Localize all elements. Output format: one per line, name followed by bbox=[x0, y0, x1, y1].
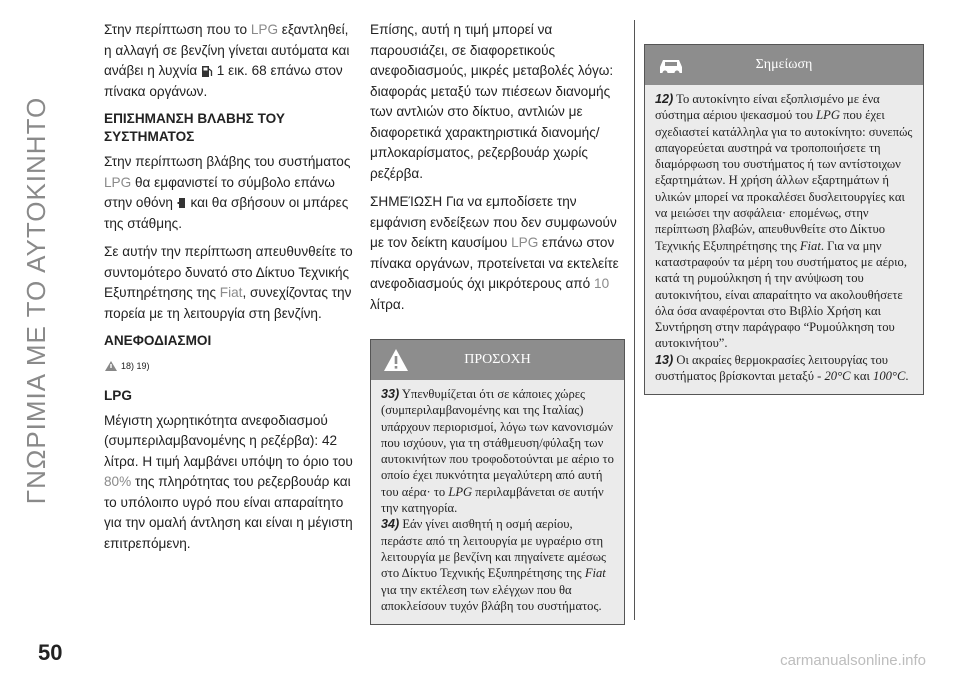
car-note-icon bbox=[657, 53, 685, 77]
heading-lpg: LPG bbox=[104, 387, 132, 403]
warning-33: 33) Υπενθυμίζεται ότι σε κάποιες χώρες (συμπεριλαμβανομένης και της Ιταλίας) υπάρχουν περιορισμοί, λόγω των κανονισμών που ισχύουν, για τη στάθμευση/φύλαξη των αυτοκινήτων που τροφοδοτούνται με αέριο το οποίο έχει πυκνότητα μεγαλύτερη από αυτή του αέρα· το LPG περιλαμβάνεται σε αυτήν την κατηγορία. bbox=[381, 387, 614, 516]
warning-hand-icon bbox=[104, 360, 118, 372]
warning-34: 34) Εάν γίνει αισθητή η οσμή αερίου, περάστε από τη λειτουργία με υγραέριο στη λειτουργία με βενζίνη και πηγαίνετε αμέσως στο Δίκτυο Τεχνικής Εξυπηρέτησης της Fiat για την εκτέλεση των ελέγχων που θα αποκλείσουν τυχόν βλάβη του συστήματος. bbox=[381, 517, 607, 613]
note-12: 12) Το αυτοκίνητο είναι εξοπλισμένο με ένα σύστημα αέριου ψεκασμού του LPG που έχει σχεδιαστεί κατάλληλα για το αυτοκίνητο: συνεπώς απαγορεύεται αυστηρά να τροποποιήσετε τη διαμόρφωση του συστήματος ή των αντίστοιχων εξαρτημάτων. Η χρήση άλλων εξαρτημάτων ή υλικών μπορεί να προκαλέσει δυσλειτουργίες και να μειώσει την ασφάλεια· επομένως, στην περίπτωση βλαβών, απευθυνθείτε στο Δίκτυο Τεχνικής Εξυπηρέτησης της Fiat. Για να μην καταστραφούν τα μέρη του συστήματος με αέριο, κατά τη ρυμούλκηση ή την ανύψωση του αυτοκινήτου, είναι απαραίτητο να ακολουθήσετε όλα όσα αναφέρονται στο Βιβλίο Χρήση και Συντήρηση στην παράγραφο “Ρυμούλκηση του αυτοκινήτου”. bbox=[655, 92, 913, 351]
warning-box bbox=[370, 339, 625, 625]
warning-box-body bbox=[371, 380, 624, 624]
side-section-title: ΓΝΩΡΙΜΙΑ ΜΕ ΤΟ ΑΥΤΟΚΙΝΗΤΟ bbox=[21, 96, 52, 504]
column-1 bbox=[104, 20, 354, 562]
column-divider bbox=[634, 20, 635, 620]
note-13: 13) Οι ακραίες θερμοκρασίες λειτουργίας του συστήματος βρίσκονται μεταξύ - 20°C και 100°C. bbox=[655, 352, 909, 384]
paragraph-system-fault: Στην περίπτωση βλάβης του συστήματος LPG θα εμφανιστεί το σύμβολο επάνω στην οθόνη και θα σβήσουν οι μπάρες της στάθμης. bbox=[104, 154, 351, 231]
footer-watermark: carmanualsonline.info bbox=[780, 652, 926, 669]
column-2 bbox=[370, 20, 625, 625]
paragraph-value-variation: Επίσης, αυτή η τιμή μπορεί να παρουσιάζει, σε διαφορετικούς ανεφοδιασμούς, μικρές μεταβολές λόγω: διαφοράς μεταξύ των πιέσεων διανομής των αντλιών στο δίκτυο, αντλιών με διαφορετικά χαρακτηριστικά διανομής/μπλοκαρίσματος, ρεζερβουάρ χωρίς ρεζέρβα. bbox=[370, 22, 614, 181]
warning-triangle-icon bbox=[383, 348, 409, 372]
fuel-pump-icon bbox=[201, 64, 213, 78]
paragraph-lpg-empty: Στην περίπτωση που το LPG εξαντληθεί, η αλλαγή σε βενζίνη γίνεται αυτόματα και ανάβει η λυχνία 1 εικ. 68 επάνω στον πίνακα οργάνων. bbox=[104, 22, 350, 99]
note-box bbox=[644, 44, 924, 395]
note-box-header: Σημείωση bbox=[645, 45, 923, 85]
page-number: 50 bbox=[38, 640, 63, 665]
refuelling-references: 18) 19) bbox=[104, 356, 354, 377]
paragraph-note-refuel: ΣΗΜΕΊΩΣΗ Για να εμποδίσετε την εμφάνιση ενδείξεων που δεν συμφωνούν με τον δείκτη καυσίμου LPG επάνω στον πίνακα οργάνων, προτείνεται να εκτελείτε ανεφοδιασμούς όχι μικρότερους από 10 λίτρα. bbox=[370, 194, 619, 312]
column-3 bbox=[644, 20, 924, 395]
paragraph-lpg-capacity: Μέγιστη χωρητικότητα ανεφοδιασμού (συμπεριλαμβανομένης η ρεζέρβα): 42 λίτρα. Η τιμή λαμβάνει υπόψη το όριο του 80% της πληρότητας του ρεζερβουάρ και το υπόλοιπο υγρό που είναι απαραίτητο για την ομαλή άντληση και είναι η μέγιστη επιτρεπόμενη. bbox=[104, 412, 353, 551]
note-box-body bbox=[645, 85, 923, 394]
heading-system-fault: ΕΠΙΣΗΜΑΝΣΗ ΒΛΑΒΗΣ ΤΟΥ ΣΥΣΤΗΜΑΤΟΣ bbox=[104, 111, 285, 144]
warning-box-header: ΠΡΟΣΟΧΗ bbox=[371, 340, 624, 380]
paragraph-service-network: Σε αυτήν την περίπτωση απευθυνθείτε το συντομότερο δυνατό στο Δίκτυο Τεχνικής Εξυπηρέτησης της Fiat, συνεχίζοντας την πορεία με τη λειτουργία στη βενζίνη. bbox=[104, 244, 353, 321]
lpg-fault-icon bbox=[177, 197, 187, 209]
heading-refuelling: ΑΝΕΦΟΔΙΑΣΜΟΙ bbox=[104, 333, 212, 348]
